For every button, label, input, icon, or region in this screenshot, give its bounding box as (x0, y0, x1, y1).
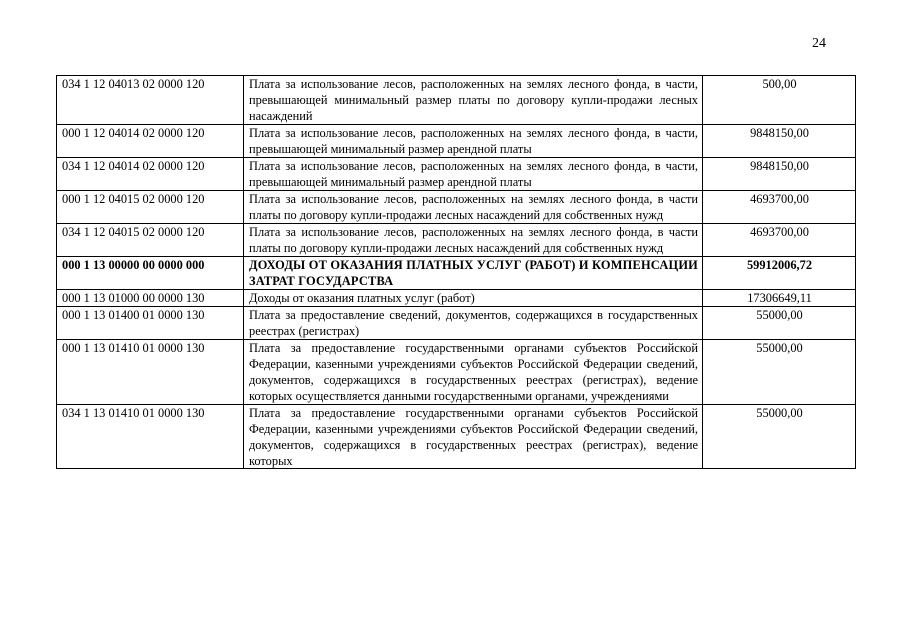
revenue-name-cell: Плата за использование лесов, расположенных на землях лесного фонда, в части платы по договору купли-продажи лесных насаждений для собственных нужд (244, 191, 703, 224)
table-row-section-total (57, 257, 856, 290)
amount-cell: 55000,00 (703, 307, 856, 340)
budget-code-cell: 000 1 12 04015 02 0000 120 (57, 191, 244, 224)
table-row (57, 405, 856, 469)
amount-cell: 55000,00 (703, 405, 856, 469)
table-row (57, 340, 856, 405)
table-row (57, 307, 856, 340)
table-row (57, 125, 856, 158)
budget-code-cell: 000 1 13 01400 01 0000 130 (57, 307, 244, 340)
amount-cell: 4693700,00 (703, 224, 856, 257)
revenue-name-cell: Плата за использование лесов, расположенных на землях лесного фонда, в части платы по договору купли-продажи лесных насаждений для собственных нужд (244, 224, 703, 257)
revenue-name-text: Плата за предоставление государственными органами субъектов Российской Федерации, казенными учреждениями субъектов Российской Федерации сведений, документов, содержащихся в государственных реестрах (регистрах), ведение которых (249, 406, 698, 468)
revenue-name-cell: ДОХОДЫ ОТ ОКАЗАНИЯ ПЛАТНЫХ УСЛУГ (РАБОТ) И КОМПЕНСАЦИИ ЗАТРАТ ГОСУДАРСТВА (244, 257, 703, 290)
amount-cell: 500,00 (703, 76, 856, 125)
amount-cell: 17306649,11 (703, 290, 856, 307)
budget-code-cell: 000 1 13 01410 01 0000 130 (57, 340, 244, 405)
budget-code-cell: 034 1 12 04014 02 0000 120 (57, 158, 244, 191)
budget-code-cell: 000 1 12 04014 02 0000 120 (57, 125, 244, 158)
amount-cell: 9848150,00 (703, 125, 856, 158)
budget-code-cell: 034 1 13 01410 01 0000 130 (57, 405, 244, 469)
table-row (57, 158, 856, 191)
budget-code-cell: 034 1 12 04013 02 0000 120 (57, 76, 244, 125)
budget-code-cell: 000 1 13 01000 00 0000 130 (57, 290, 244, 307)
revenue-table (56, 75, 856, 469)
revenue-name-cell: Плата за предоставление сведений, документов, содержащихся в государственных реестрах (регистрах) (244, 307, 703, 340)
table-row (57, 76, 856, 125)
revenue-name-cell: Плата за использование лесов, расположенных на землях лесного фонда, в части, превышающей минимальный размер платы по договору купли-продажи лесных насаждений (244, 76, 703, 125)
amount-cell: 4693700,00 (703, 191, 856, 224)
budget-code-cell: 000 1 13 00000 00 0000 000 (57, 257, 244, 290)
revenue-name-cell: Доходы от оказания платных услуг (работ) (244, 290, 703, 307)
amount-cell: 59912006,72 (703, 257, 856, 290)
budget-code-cell: 034 1 12 04015 02 0000 120 (57, 224, 244, 257)
revenue-name-cell: Плата за использование лесов, расположенных на землях лесного фонда, в части, превышающей минимальный размер арендной платы (244, 158, 703, 191)
table-row (57, 191, 856, 224)
revenue-name-cell (244, 405, 703, 469)
revenue-name-cell: Плата за предоставление государственными органами субъектов Российской Федерации, казенными учреждениями субъектов Российской Федерации сведений, документов, содержащихся в государственных реестрах (регистрах), ведение которых осуществляется данными государственными органами, учреждениями (244, 340, 703, 405)
amount-cell: 9848150,00 (703, 158, 856, 191)
revenue-name-cell: Плата за использование лесов, расположенных на землях лесного фонда, в части, превышающей минимальный размер арендной платы (244, 125, 703, 158)
table-row (57, 290, 856, 307)
amount-cell: 55000,00 (703, 340, 856, 405)
page-number: 24 (812, 36, 826, 51)
table-row (57, 224, 856, 257)
